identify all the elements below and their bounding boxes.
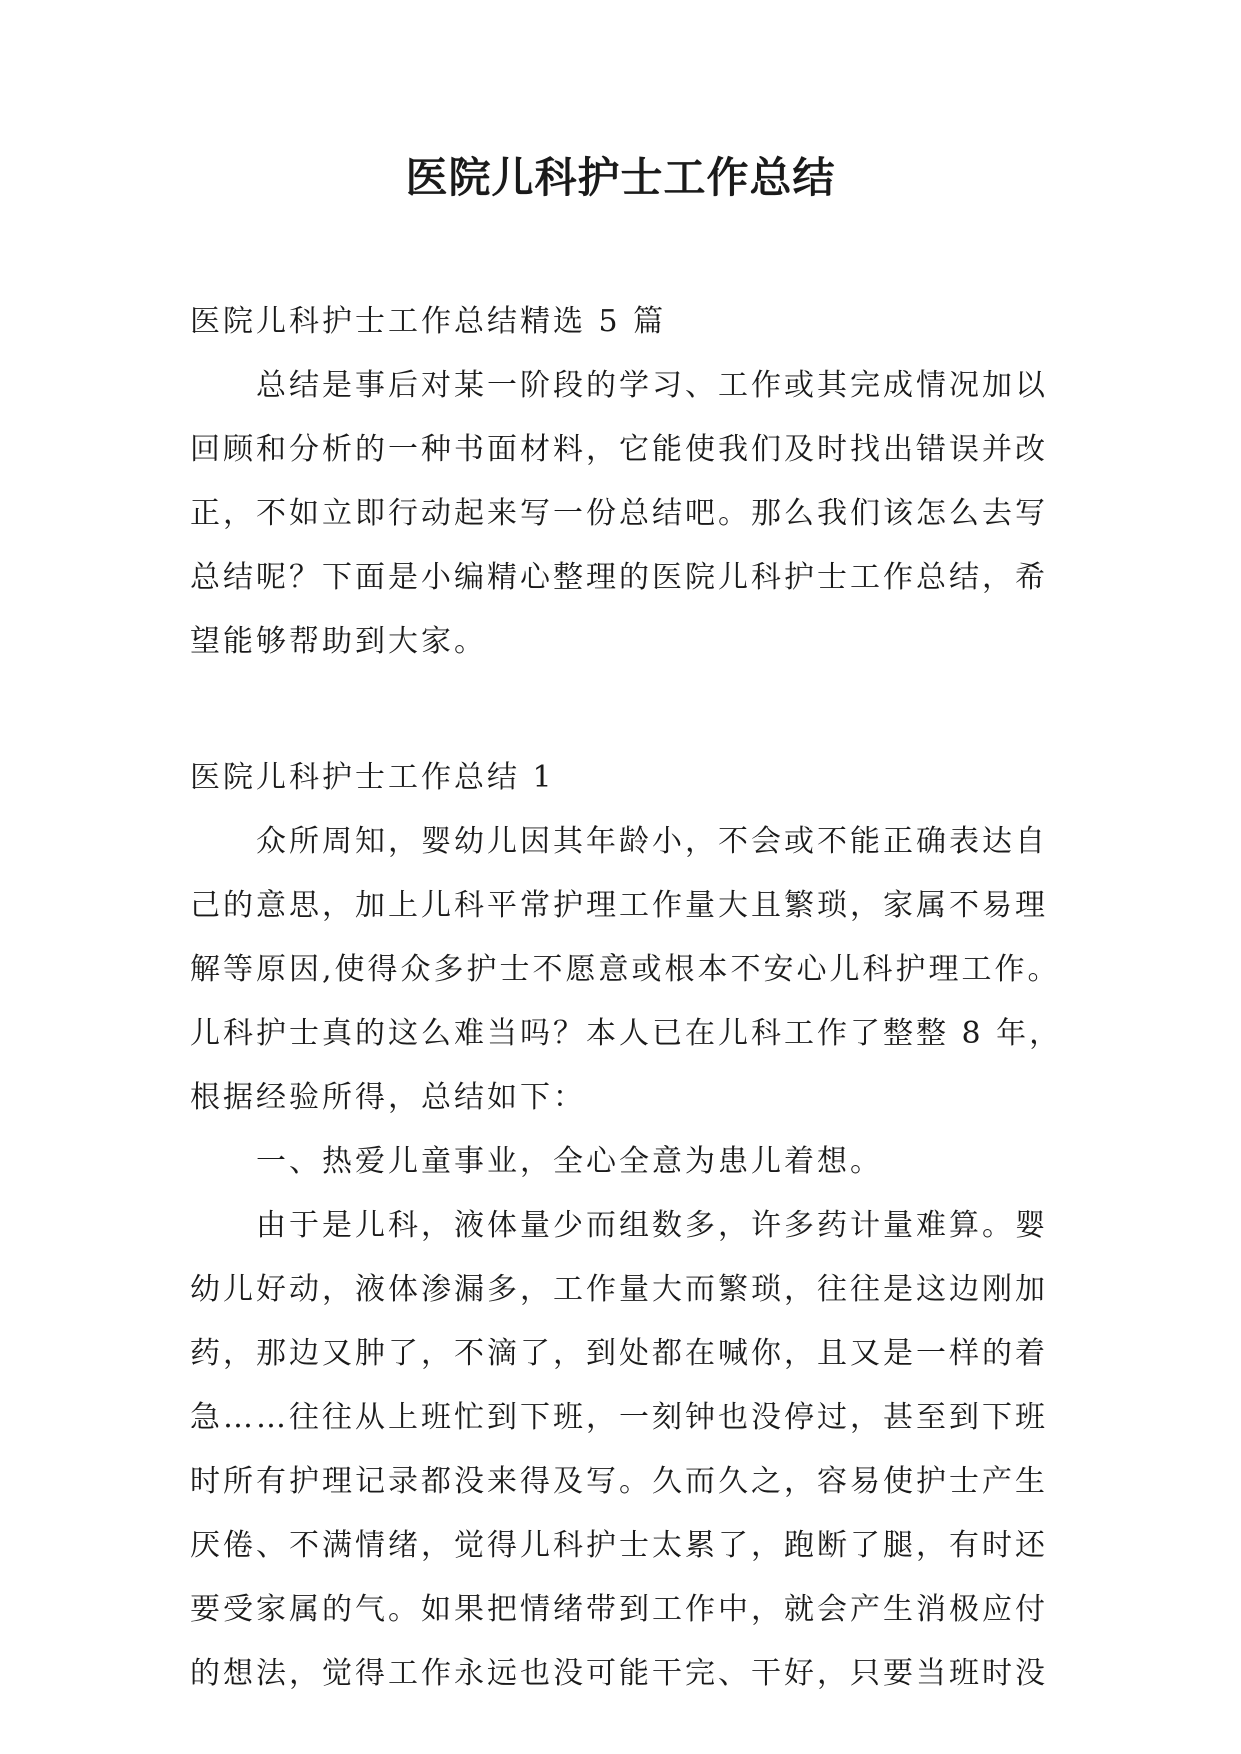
text-line: 一、热爱儿童事业，全心全意为患儿着想。 bbox=[256, 1144, 883, 1179]
text-line: 己的意思，加上儿科平常护理工作量大且繁琐，家属不易理 bbox=[190, 888, 1048, 923]
text-line: 的想法，觉得工作永远也没可能干完、干好，只要当班时没 bbox=[190, 1656, 1048, 1691]
text-line: 总结是事后对某一阶段的学习、工作或其完成情况加以 bbox=[256, 368, 1048, 403]
text-line: 医院儿科护士工作总结 1 bbox=[190, 760, 555, 795]
text-line: 解等原因,使得众多护士不愿意或根本不安心儿科护理工作。 bbox=[190, 952, 1061, 987]
text-line: 众所周知，婴幼儿因其年龄小，不会或不能正确表达自 bbox=[256, 824, 1048, 859]
text-line: 幼儿好动，液体渗漏多，工作量大而繁琐，往往是这边刚加 bbox=[190, 1272, 1048, 1307]
text-line: 总结呢？下面是小编精心整理的医院儿科护士工作总结，希 bbox=[190, 560, 1048, 595]
text-line: 医院儿科护士工作总结精选 5 篇 bbox=[190, 304, 667, 339]
text-line: 由于是儿科，液体量少而组数多，许多药计量难算。婴 bbox=[256, 1208, 1048, 1243]
text-line: 儿科护士真的这么难当吗？本人已在儿科工作了整整 8 年， bbox=[190, 1016, 1063, 1051]
text-line: 正，不如立即行动起来写一份总结吧。那么我们该怎么去写 bbox=[190, 496, 1048, 531]
document-body bbox=[190, 290, 1063, 1706]
text-line: 厌倦、不满情绪，觉得儿科护士太累了，跑断了腿，有时还 bbox=[190, 1528, 1048, 1563]
text-line: 药，那边又肿了，不滴了，到处都在喊你，且又是一样的着 bbox=[190, 1336, 1048, 1371]
text-line: 根据经验所得，总结如下： bbox=[190, 1080, 586, 1115]
document-title: 医院儿科护士工作总结 bbox=[405, 153, 836, 202]
text-line: 望能够帮助到大家。 bbox=[190, 624, 487, 659]
text-line: 时所有护理记录都没来得及写。久而久之，容易使护士产生 bbox=[190, 1464, 1048, 1499]
paragraph-gap bbox=[190, 674, 1060, 746]
text-line: 急……往往从上班忙到下班，一刻钟也没停过，甚至到下班 bbox=[190, 1400, 1048, 1435]
text-line: 回顾和分析的一种书面材料，它能使我们及时找出错误并改 bbox=[190, 432, 1048, 467]
text-line: 要受家属的气。如果把情绪带到工作中，就会产生消极应付 bbox=[190, 1592, 1048, 1627]
